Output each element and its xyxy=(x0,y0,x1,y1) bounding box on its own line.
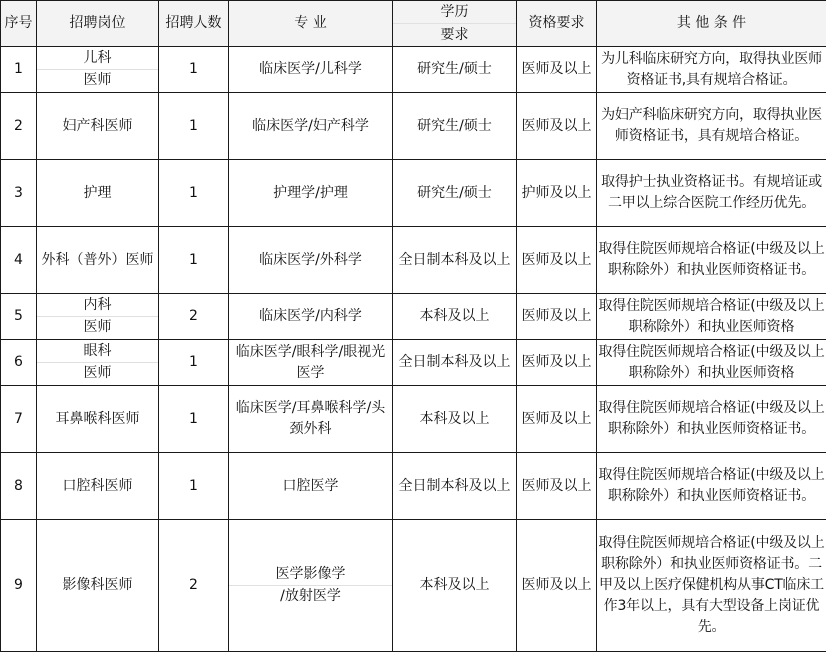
row-other xyxy=(597,93,826,160)
row-education: 研究生/硕士 xyxy=(393,160,517,227)
row-count: 2 xyxy=(159,294,229,340)
row-count: 1 xyxy=(159,93,229,160)
row-post: 护理 xyxy=(37,160,159,227)
table-row xyxy=(1,340,826,386)
table-row xyxy=(1,520,826,652)
row-post: 妇产科医师 xyxy=(37,93,159,160)
header-education-line1: 学历 xyxy=(440,3,469,20)
table-row xyxy=(1,160,826,227)
row-count: 1 xyxy=(159,47,229,93)
row-post xyxy=(37,47,159,93)
row-education: 研究生/硕士 xyxy=(393,93,517,160)
row-major: 临床医学/内科学 xyxy=(229,294,393,340)
row-no: 7 xyxy=(1,386,37,453)
header-education xyxy=(393,1,517,47)
row-other-text: 取得住院医师规培合格证(中级及以上职称除外）和执业医师资格证书。 xyxy=(598,241,825,278)
row-post: 外科（普外）医师 xyxy=(37,227,159,294)
row-no: 6 xyxy=(1,340,37,386)
row-post xyxy=(37,340,159,386)
header-other: 其 他 条 件 xyxy=(597,1,826,47)
row-other-text: 取得住院医师规培合格证(中级及以上职称除外）和执业医师资格证书。二甲及以上医疗保健机构从事CT临床工作3年以上，具有大型设备上岗证优先。 xyxy=(598,535,825,635)
row-post-line2: 医师 xyxy=(37,69,158,91)
row-count: 1 xyxy=(159,160,229,227)
row-qualification: 医师及以上 xyxy=(517,386,597,453)
row-qualification: 医师及以上 xyxy=(517,340,597,386)
row-qualification: 医师及以上 xyxy=(517,227,597,294)
row-education: 全日制本科及以上 xyxy=(393,340,517,386)
row-post-line1: 眼科 xyxy=(83,343,112,359)
row-education: 研究生/硕士 xyxy=(393,47,517,93)
row-no: 4 xyxy=(1,227,37,294)
row-major-line2: /放射医学 xyxy=(229,585,392,607)
row-post-line2: 医师 xyxy=(37,362,158,384)
row-major: 临床医学/外科学 xyxy=(229,227,393,294)
row-count: 2 xyxy=(159,520,229,652)
row-major: 护理学/护理 xyxy=(229,160,393,227)
header-education-line2: 要求 xyxy=(393,23,516,46)
row-no: 2 xyxy=(1,93,37,160)
row-post-line2: 医师 xyxy=(37,316,158,338)
row-qualification: 医师及以上 xyxy=(517,93,597,160)
row-education: 本科及以上 xyxy=(393,386,517,453)
row-post: 口腔科医师 xyxy=(37,453,159,520)
row-no: 9 xyxy=(1,520,37,652)
row-qualification: 医师及以上 xyxy=(517,520,597,652)
row-other xyxy=(597,340,826,386)
row-no: 1 xyxy=(1,47,37,93)
table-header-row xyxy=(1,1,826,47)
row-other-text: 为妇产科临床研究方向，取得执业医师资格证书，具有规培合格证。 xyxy=(601,107,822,144)
row-major: 临床医学/儿科学 xyxy=(229,47,393,93)
row-other xyxy=(597,453,826,520)
header-qualification: 资格要求 xyxy=(517,1,597,47)
row-other xyxy=(597,294,826,340)
row-major: 口腔医学 xyxy=(229,453,393,520)
row-major: 临床医学/耳鼻喉科学/头颈外科 xyxy=(229,386,393,453)
header-post: 招聘岗位 xyxy=(37,1,159,47)
row-qualification: 医师及以上 xyxy=(517,453,597,520)
row-other xyxy=(597,47,826,93)
row-major: 临床医学/妇产科学 xyxy=(229,93,393,160)
row-post-line1: 儿科 xyxy=(83,50,112,66)
row-other-text: 取得住院医师规培合格证(中级及以上职称除外）和执业医师资格 xyxy=(598,297,825,335)
row-no: 5 xyxy=(1,294,37,340)
row-other xyxy=(597,160,826,227)
header-major: 专 业 xyxy=(229,1,393,47)
header-count: 招聘人数 xyxy=(159,1,229,47)
row-post-line1: 内科 xyxy=(83,297,112,313)
row-education: 本科及以上 xyxy=(393,294,517,340)
row-no: 8 xyxy=(1,453,37,520)
row-post: 耳鼻喉科医师 xyxy=(37,386,159,453)
table-row xyxy=(1,47,826,93)
row-other xyxy=(597,520,826,652)
row-no: 3 xyxy=(1,160,37,227)
row-post: 影像科医师 xyxy=(37,520,159,652)
row-major: 临床医学/眼科学/眼视光医学 xyxy=(229,340,393,386)
row-other-text: 取得护士执业资格证书。有规培证或二甲以上综合医院工作经历优先。 xyxy=(601,174,822,211)
row-other xyxy=(597,386,826,453)
header-no: 序号 xyxy=(1,1,37,47)
table-row xyxy=(1,227,826,294)
row-other-text: 取得住院医师规培合格证(中级及以上职称除外）和执业医师资格 xyxy=(598,343,825,381)
row-qualification: 医师及以上 xyxy=(517,294,597,340)
table-row xyxy=(1,386,826,453)
row-education: 全日制本科及以上 xyxy=(393,227,517,294)
row-education: 本科及以上 xyxy=(393,520,517,652)
row-count: 1 xyxy=(159,227,229,294)
row-education: 全日制本科及以上 xyxy=(393,453,517,520)
row-qualification: 护师及以上 xyxy=(517,160,597,227)
row-other-text: 为儿科临床研究方向，取得执业医师资格证书,具有规培合格证。 xyxy=(601,50,822,88)
row-major-line1: 医学影像学 xyxy=(275,566,346,582)
table-row xyxy=(1,453,826,520)
row-major xyxy=(229,520,393,652)
table-row xyxy=(1,93,826,160)
table-row xyxy=(1,294,826,340)
row-other-text: 取得住院医师规培合格证(中级及以上职称除外）和执业医师资格证书。 xyxy=(598,400,825,437)
row-other-text: 取得住院医师规培合格证(中级及以上职称除外）和执业医师资格证书。 xyxy=(598,467,825,504)
row-post xyxy=(37,294,159,340)
row-qualification: 医师及以上 xyxy=(517,47,597,93)
row-count: 1 xyxy=(159,453,229,520)
row-other xyxy=(597,227,826,294)
row-count: 1 xyxy=(159,386,229,453)
row-count: 1 xyxy=(159,340,229,386)
